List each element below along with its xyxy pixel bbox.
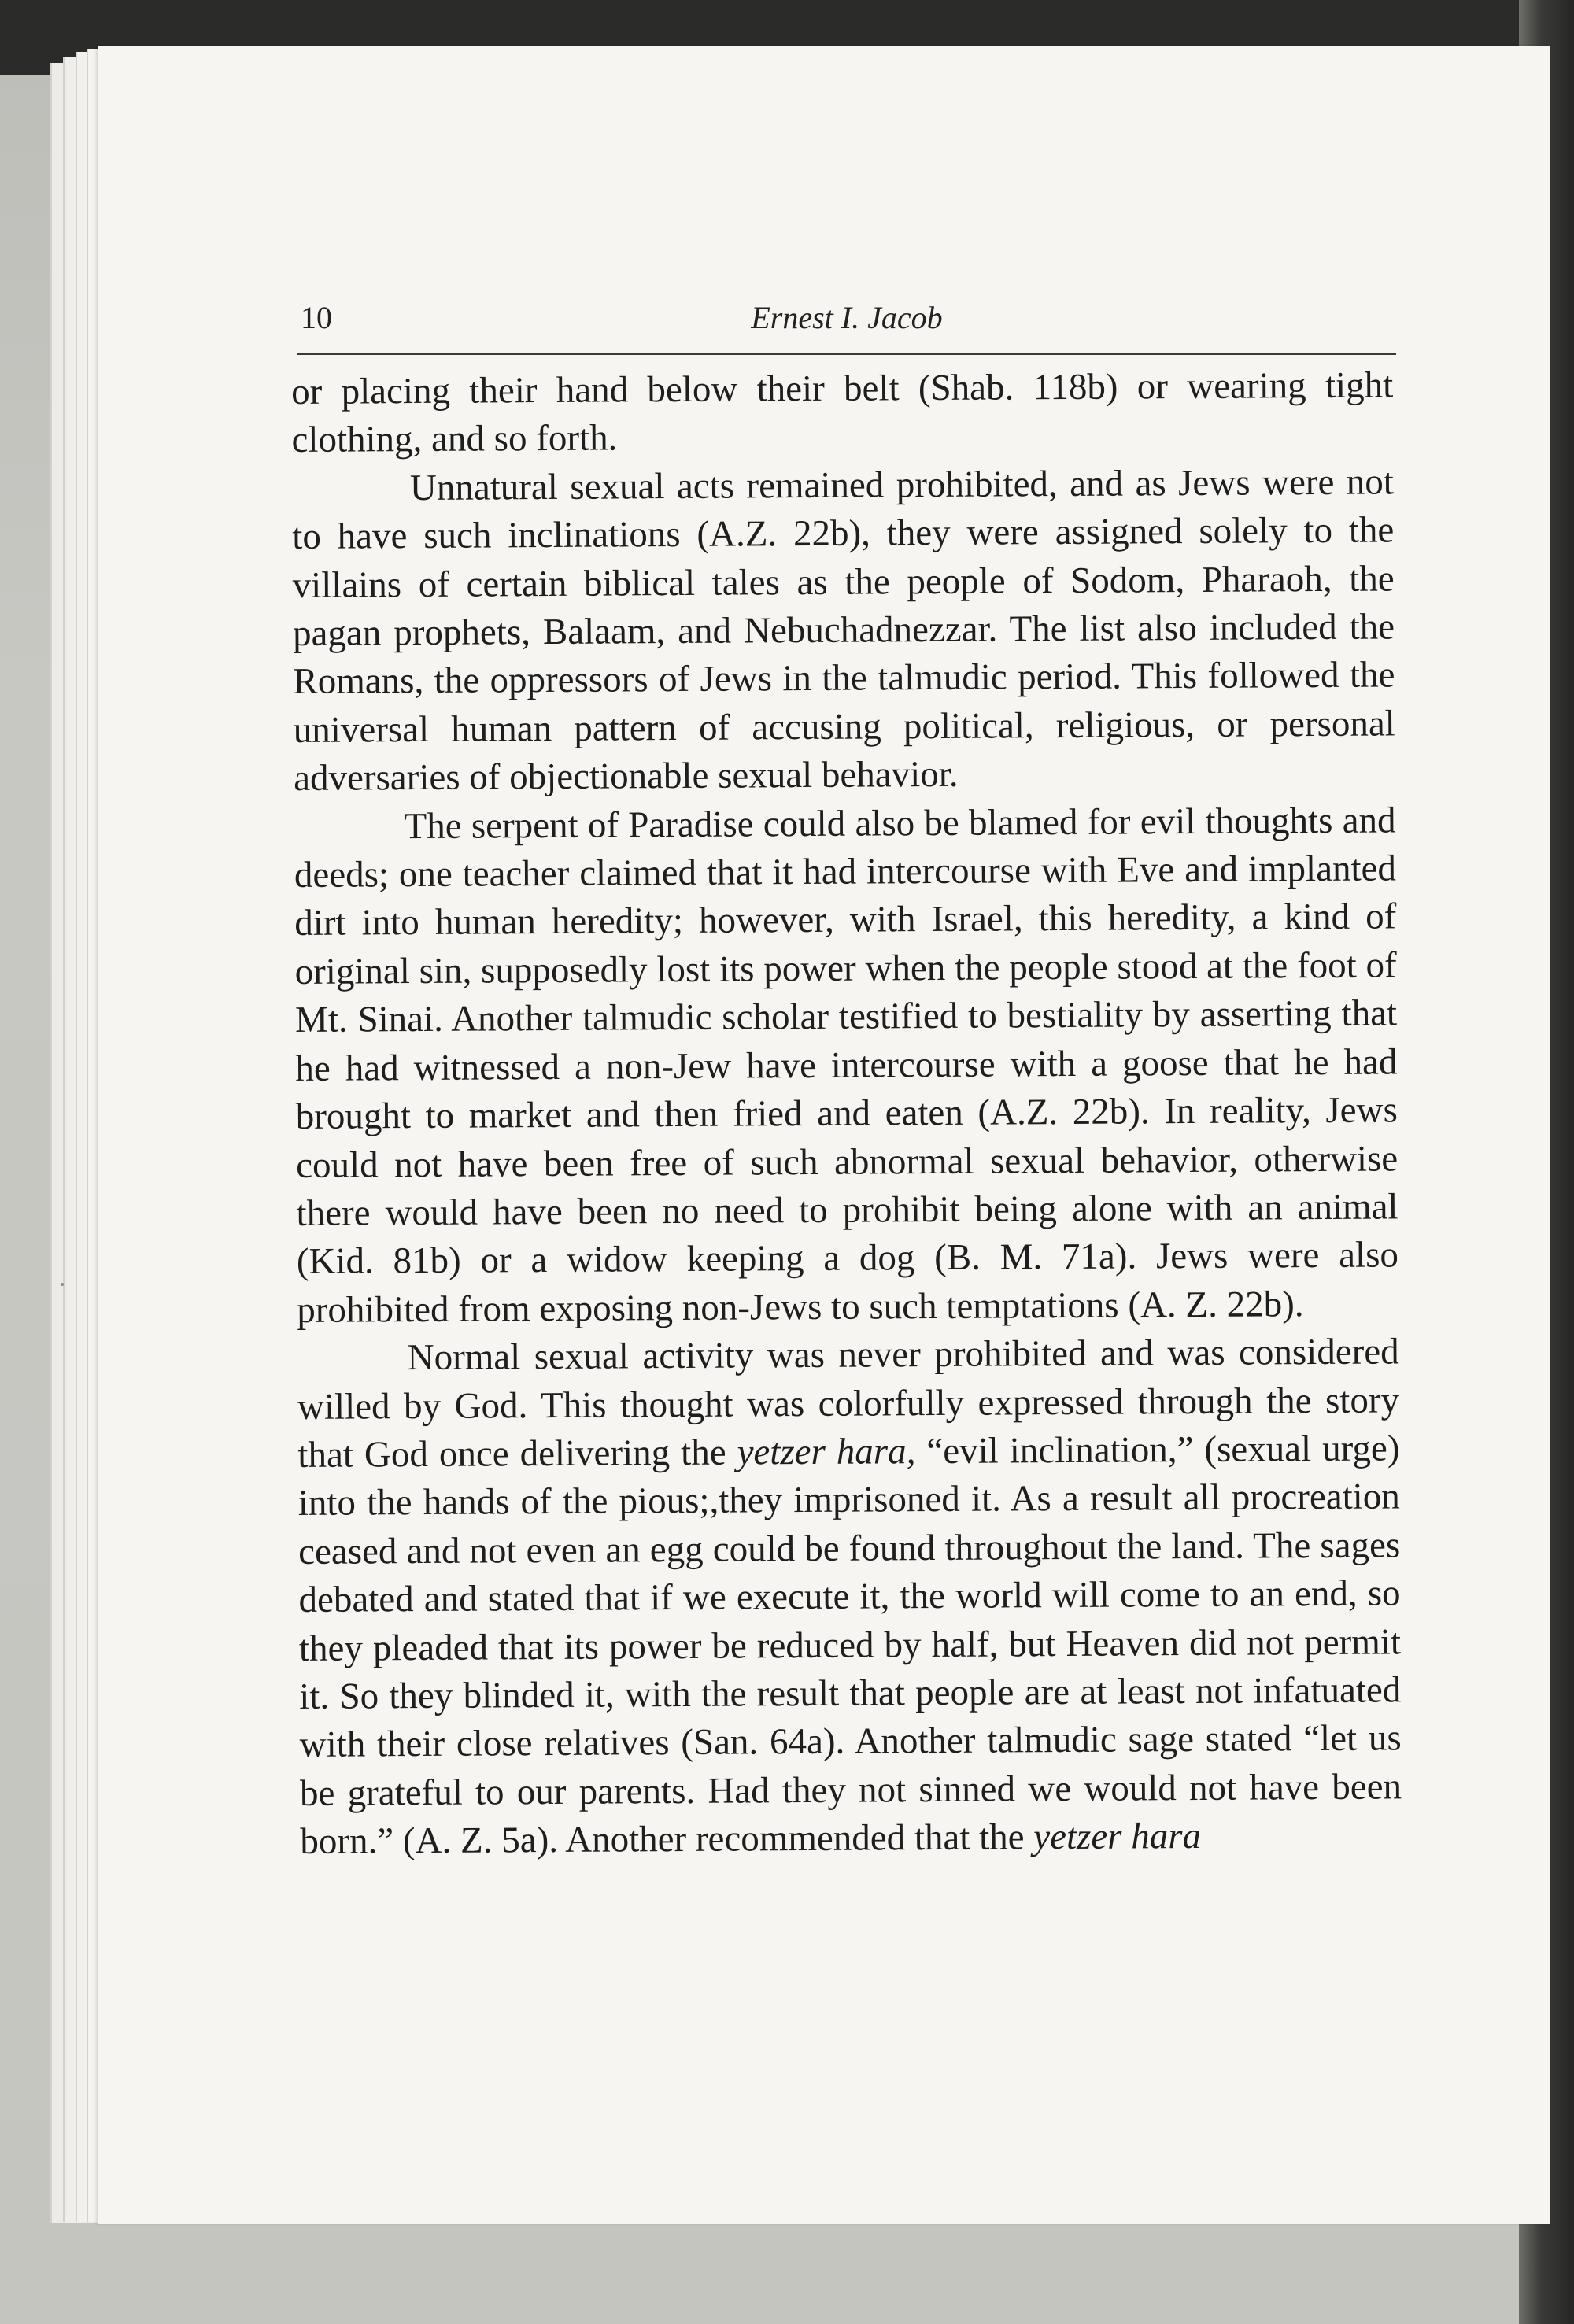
text-run: The serpent of Paradise could also be blamed for evil thoughts and deeds; one teacher claimed that it had intercourse with Eve and implanted dirt into human heredity; however, with Israel, this heredity, a kind of original sin, supposedly lost its power when the people stood at the foot of Mt. Sinai. Another talmudic scholar testified to bestiality by asserting that he had witnessed a non-Jew have intercourse with a goose that he had brought to market and then fried and eaten (A.Z. 22b). In reality, Jews could not have been free of such abnormal sexual behavior, otherwise there would have been no need to prohibit being alone with an animal (Kid. 81b) or a widow keeping a dog (B. M. 71a). Jews were also prohibited from exposing non-Jews to such temptations (A. Z. 22b). xyxy=(294,800,1399,1331)
body-text xyxy=(291,361,1402,1866)
paragraph xyxy=(297,1328,1402,1867)
page-number: 10 xyxy=(301,300,332,335)
running-head-title: Ernest I. Jacob xyxy=(751,300,943,335)
margin-speck xyxy=(61,1283,64,1286)
running-head xyxy=(297,297,1396,355)
text-run: or placing their hand below their belt (Shab. 118b) or wearing tight clothing, and so forth. xyxy=(291,364,1394,461)
text-run: “evil inclination,” (sexual urge) into the hands of the pious;,they imprisoned it. As a result all procreation ceased and not even an egg could be found throughout the land. The sages debated and stated that if we execute it, the world will come to an end, so they pleaded that its power be reduced by half, but Heaven did not permit it. So they blinded it, with the result that people are at least not infatuated with their close relatives (San. 64a). Another talmudic sage stated “let us be grateful to our parents. Had they not sinned we would not have been born.” (A. Z. 5a). Another recommended that the xyxy=(297,1428,1402,1863)
text-run: Normal sexual activity was never prohibited and was considered willed by God. This thought was colorfully expressed through the story that God once delivering the xyxy=(297,1331,1400,1476)
text-run: Unnatural sexual acts remained prohibited, and as Jews were not to have such inclinations (A.Z. 22b), they were assigned solely to the villains of certain biblical tales as the people of Sodom, Pharaoh, the pagan prophets, Balaam, and Nebuchadnezzar. The list also included the Romans, the oppressors of Jews in the talmudic period. This followed the universal human pattern of accusing political, religious, or personal adversaries of objectionable sexual behavior. xyxy=(292,461,1395,800)
italic-term: yetzer hara, xyxy=(737,1431,916,1473)
paragraph xyxy=(291,361,1394,464)
italic-term: yetzer hara xyxy=(1033,1816,1202,1858)
paragraph xyxy=(292,458,1396,803)
paragraph xyxy=(294,796,1398,1335)
